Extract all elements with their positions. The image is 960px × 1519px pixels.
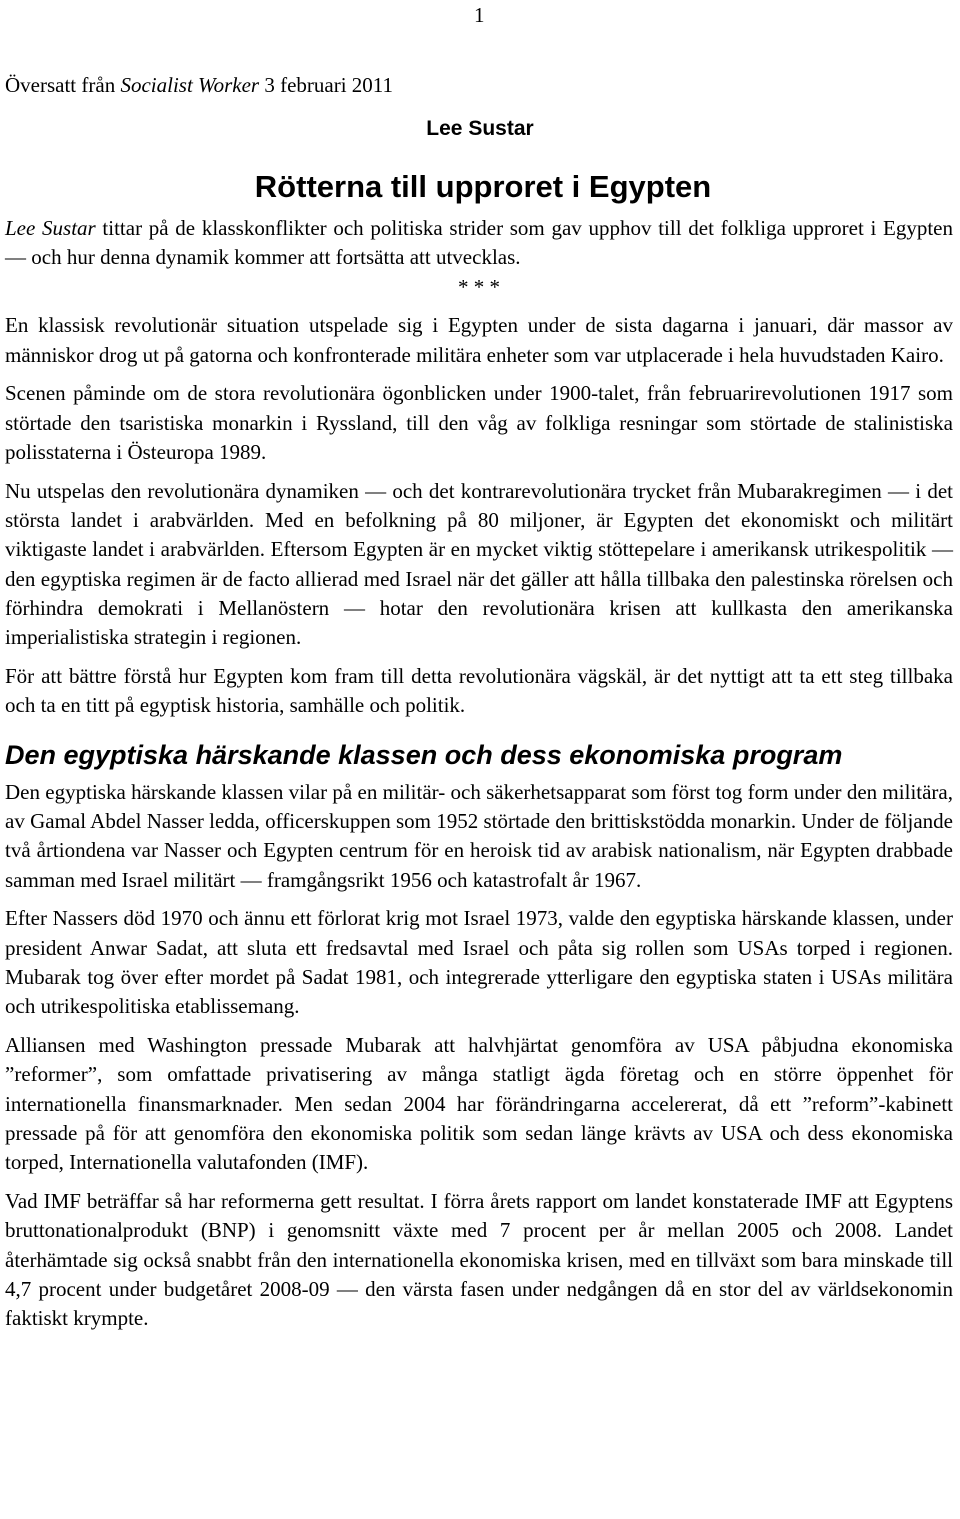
page-number: 1 [474, 3, 485, 27]
section-paragraph: Efter Nassers död 1970 och ännu ett förlorat krig mot Israel 1973, valde den egyptiska härskande klassen, under president Anwar Sadat, att sluta ett fredsavtal med Israel och påta sig rollen som USAs torped i regionen. Mubarak tog över efter mordet på Sadat 1981, och integrerade ytterligare den egyptiska staten i USAs militära och utrikespolitiska etablissemang. [5, 906, 953, 1019]
article-body [5, 214, 953, 1343]
source-prefix: Översatt från [5, 73, 121, 97]
section-separator: * * * [458, 274, 500, 299]
lead-paragraph [5, 214, 953, 273]
section-paragraph: Den egyptiska härskande klassen vilar på en militär- och säkerhetsapparat som först tog form under den militära, av Gamal Abdel Nasser ledda, officerskuppen som 1952 störtade den brittiskstödda monarkin. Under de följande två årtiondena var Nasser och Egypten centrum för en heroisk tid av arabisk nationalism, när Egypten drabbade samman med Israel militärt — framgångsrikt 1956 och katastrofalt år 1967. [5, 779, 953, 892]
section-paragraph: Vad IMF beträffar så har reformerna gett resultat. I förra årets rapport om landet konstaterade IMF att Egyptens bruttonationalprodukt (BNP) i genomsnitt växte med 7 procent per år mellan 2005 och 2008. Landet återhämtade sig också snabbt från den internationella ekonomiska krisen, med en tillväxt som bara minskade till 4,7 procent under budgetåret 2008-09 — den värsta fasen under nedgången då en stor del av världsekonomin faktiskt krympte. [5, 1189, 953, 1331]
byline-author: Lee Sustar [426, 117, 534, 140]
section-paragraph: Alliansen med Washington pressade Mubarak att halvhjärtat genomföra av USA påbjudna ekonomiska ”reformer”, som omfattade privatisering av många statligt ägda företag och en större öppenhet för internationella finansmarknader. Men sedan 2004 har förändringarna accelererat, då ett ”reform”-kabinett pressade på för att genomföra den ekonomiska politik som sedan länge krävts av USA och dess ekonomiska torped, Internationella valutafonden (IMF). [5, 1033, 953, 1175]
body-paragraph: En klassisk revolutionär situation utspelade sig i Egypten under de sista dagarna i januari, där massor av människor drog ut på gatorna och konfronterade militära enheter som var utplacerade i hela huvudstaden Kairo. [5, 313, 953, 367]
source-publication: Socialist Worker [120, 73, 260, 97]
body-paragraph: För att bättre förstå hur Egypten kom fram till detta revolutionära vägskäl, är det nyttigt att ta ett steg tillbaka och ta en titt på egyptisk historia, samhälle och politik. [5, 664, 953, 718]
lead-author: Lee Sustar [5, 216, 96, 240]
source-date: 3 februari 2011 [259, 73, 394, 97]
translation-source-line [5, 73, 393, 98]
article-title: Rötterna till upproret i Egypten [254, 169, 712, 204]
section-heading: Den egyptiska härskande klassen och dess ekonomiska program [5, 739, 843, 770]
lead-text: tittar på de klasskonflikter och politiska strider som gav upphov till det folkliga upproret i Egypten — och hur denna dynamik kommer att fortsätta att utvecklas. [5, 216, 953, 270]
body-paragraph: Scenen påminde om de stora revolutionära ögonblicken under 1900-talet, från februarirevolutionen 1917 som störtade den tsaristiska monarkin i Ryssland, till den våg av folkliga resningar som störtade de stalinistiska polisstaterna i Östeuropa 1989. [5, 381, 953, 465]
body-paragraph: Nu utspelas den revolutionära dynamiken — och det kontrarevolutionära trycket från Mubarakregimen — i det största landet i arabvärlden. Med en befolkning på 80 miljoner, är Egypten det ekonomiskt och militärt viktigaste landet i arabvärlden. Eftersom Egypten är en mycket viktig stöttepelare i amerikansk utrikespolitik — den egyptiska regimen är de facto allierad med Israel när det gäller att hålla tillbaka den palestinska rörelsen och förhindra demokrati i Mellanöstern — hotar den revolutionära krisen att kullkasta den amerikanska imperialistiska strategin i regionen. [5, 478, 953, 650]
